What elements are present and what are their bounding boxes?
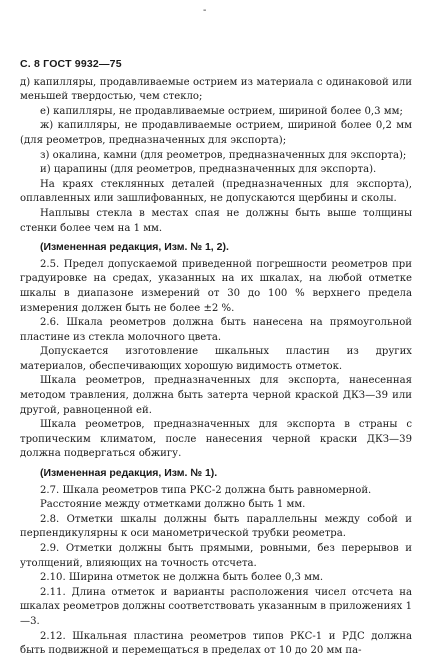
paragraph: Допускается изготовление шкальных пластин из других материалов, обеспечивающих хорошую видимость отметок. — [20, 346, 412, 372]
paragraph: 2.10. Ширина отметок не должна быть более 0,3 мм. — [40, 572, 324, 584]
paragraph: Наплывы стекла в местах спая не должны быть выше толщины стенки более чем на 1 мм. — [20, 207, 412, 234]
paragraph: Расстояние между отметками должно быть 1 мм. — [40, 499, 306, 511]
body-text — [20, 76, 412, 659]
paragraph: На краях стеклянных деталей (предназначенных для экспорта), оплавленных или зашлифованных, не допускаются щербины и сколы. — [20, 178, 412, 205]
paragraph: 2.11. Длина отметок и варианты расположения чисел отсчета на шкалах реометров должны соответствовать указанным в приложениях 1—3. — [20, 586, 413, 627]
paragraph: 2.8. Отметки шкалы должны быть параллельны между собой и перпендикулярны к оси манометрической трубки реометра. — [20, 513, 412, 540]
paragraph: 2.5. Предел допускаемой приведенной погрешности реометров при градуировке на средах, указанных на их шкалах, на любой отметке шкалы в диапазоне измерений от 30 до 100 % верхнего предела измерения должен быть не более ±2 %. — [20, 258, 412, 314]
paragraph: з) окалина, камни (для реометров, предназначенных для экспорта); — [40, 149, 407, 161]
paragraph: д) капилляры, продавливаемые острием из материала с одинаковой или меньшей твердостью, чем стекло; — [20, 76, 412, 103]
paragraph: и) царапины (для реометров, предназначенных для экспорта). — [40, 164, 377, 176]
amendment-note: (Измененная редакция, Изм. № 1). — [40, 467, 218, 480]
paragraph: е) капилляры, не продавливаемые острием, шириной более 0,3 мм; — [40, 105, 403, 117]
amendment-note: (Измененная редакция, Изм. № 1, 2). — [40, 241, 229, 254]
page-header: С. 8 ГОСТ 9932—75 — [20, 58, 122, 70]
paragraph: 2.7. Шкала реометров типа РКС-2 должна быть равномерной. — [40, 484, 372, 496]
top-mark: - — [203, 5, 207, 16]
document-page — [20, 22, 412, 659]
paragraph: Шкала реометров, предназначенных для экспорта в страны с тропическим климатом, после нанесения черной краски ДКЗ—39 должна подвергаться обжигу. — [20, 419, 412, 460]
paragraph: Шкала реометров, предназначенных для экспорта, нанесенная методом травления, должна быть затерта черной краской ДКЗ—39 или другой, равноценной ей. — [20, 375, 412, 416]
paragraph: 2.6. Шкала реометров должна быть нанесена на прямоугольной пластине из стекла молочного цвета. — [20, 317, 412, 343]
paragraph: 2.9. Отметки должны быть прямыми, ровными, без перерывов и утолщений, влияющих на точность отсчета. — [20, 543, 412, 569]
paragraph: 2.12. Шкальная пластина реометров типов РКС-1 и РДС должна быть подвижной и перемещаться в пределах от 10 до 20 мм па- — [20, 630, 412, 657]
paragraph: ж) капилляры, не продавливаемые острием, шириной более 0,2 мм (для реометров, предназначенных для экспорта); — [20, 120, 412, 146]
